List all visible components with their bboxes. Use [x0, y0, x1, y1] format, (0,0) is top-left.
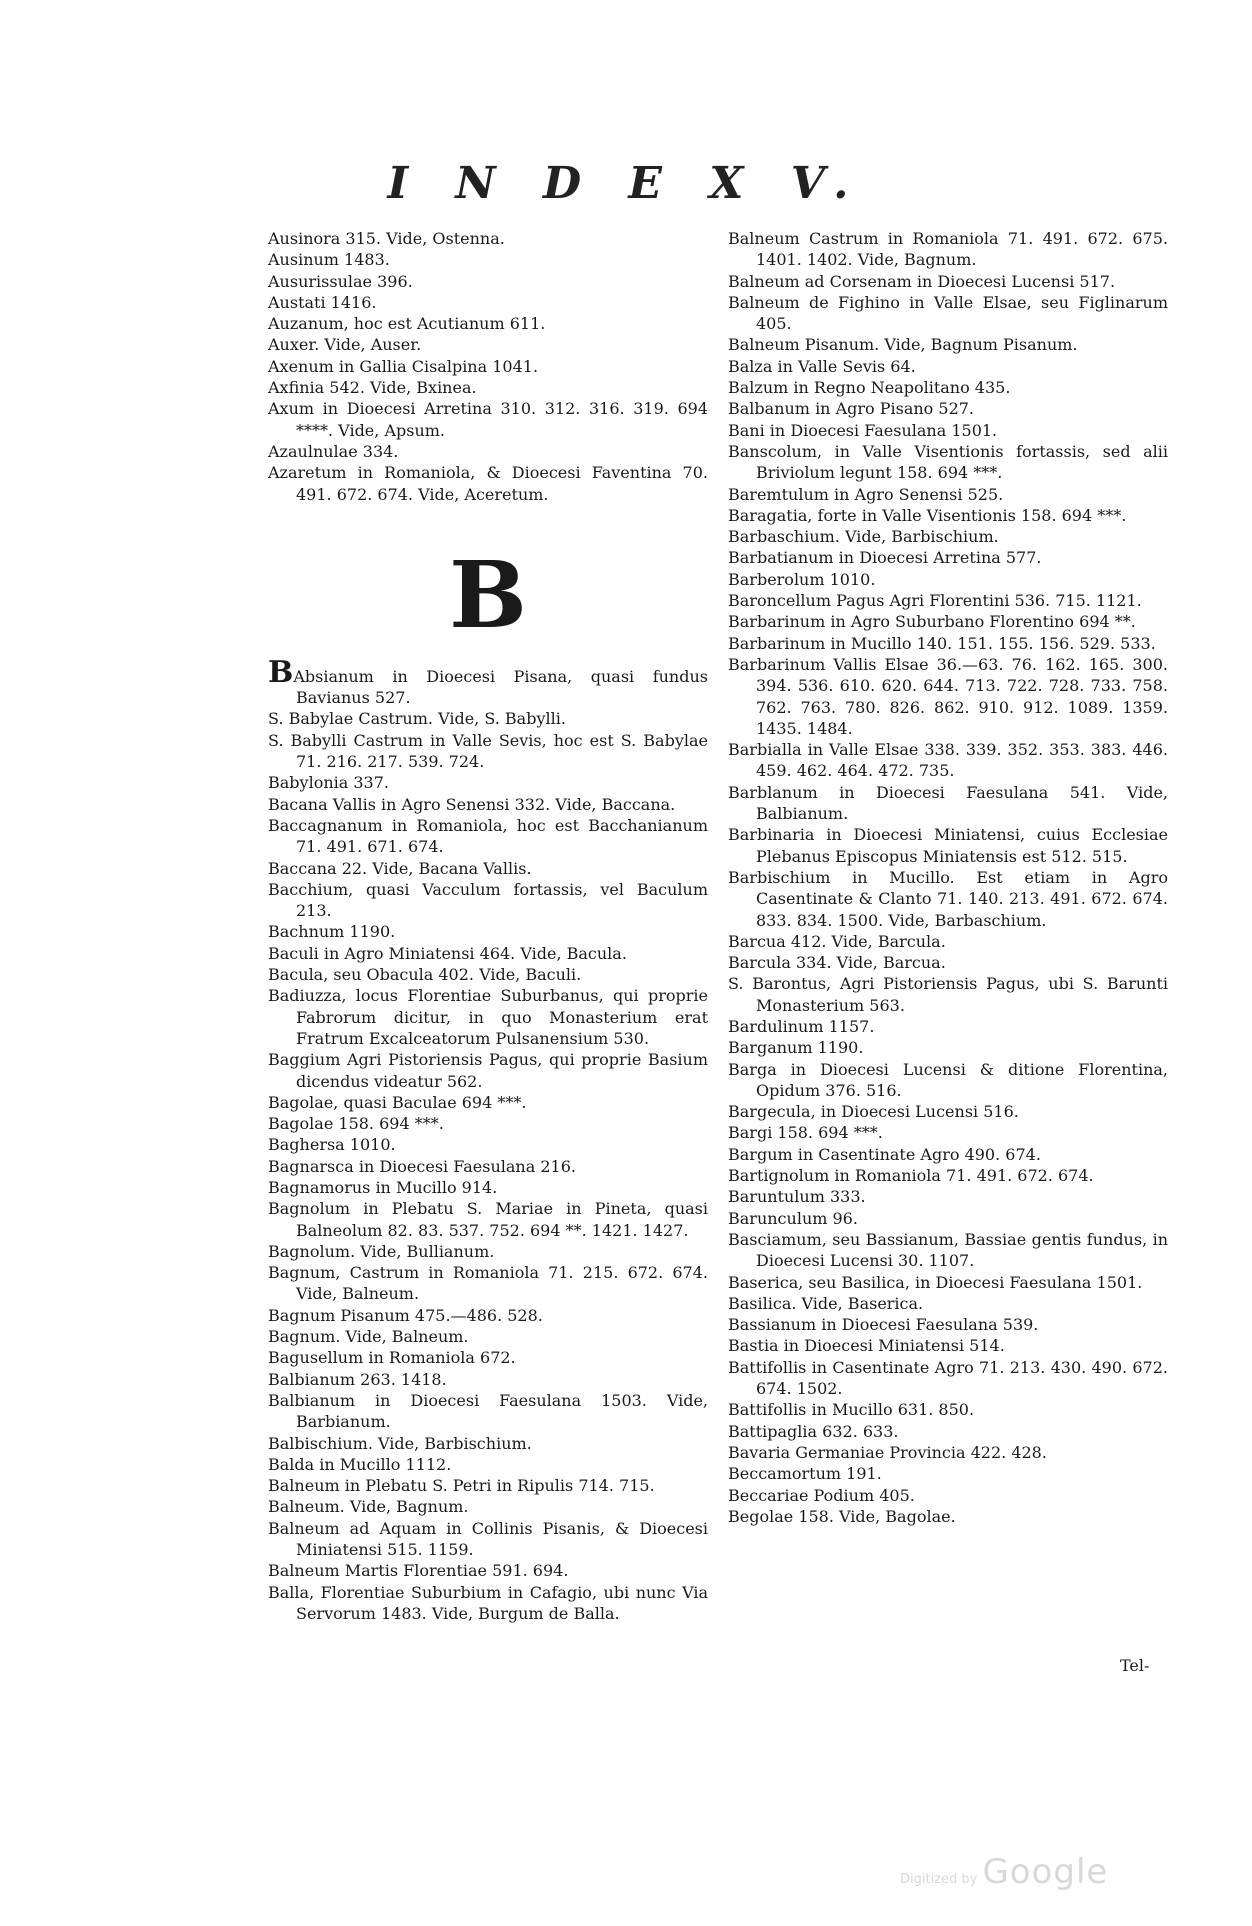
- index-entry: Balneum Pisanum. Vide, Bagnum Pisanum.: [728, 335, 1078, 355]
- index-entry: Barbarinum in Agro Suburbano Florentino 694 **.: [728, 612, 1136, 632]
- index-entry: Baruntulum 333.: [728, 1187, 866, 1207]
- index-entry: Barbarinum in Mucillo 140. 151. 155. 156. 529. 533.: [728, 633, 1156, 653]
- index-entry: Axfinia 542. Vide, Bxinea.: [268, 378, 477, 398]
- watermark-logo: Google: [982, 1852, 1109, 1892]
- index-entry: Balbischium. Vide, Barbischium.: [268, 1433, 532, 1453]
- index-entry: Balbianum 263. 1418.: [268, 1369, 447, 1389]
- index-entry: Begolae 158. Vide, Bagolae.: [728, 1506, 956, 1526]
- index-entry: Battipaglia 632. 633.: [728, 1421, 899, 1441]
- index-entry: Ausinum 1483.: [268, 250, 390, 270]
- index-entry: Beccariae Podium 405.: [728, 1485, 915, 1505]
- running-header: I N D E X V.: [387, 158, 865, 209]
- index-entry: Balza in Valle Sevis 64.: [728, 356, 916, 376]
- index-entry: Badiuzza, locus Florentiae Suburbanus, qui proprie Fabrorum dicitur, in quo Monasterium erat Fratrum Excalceatorum Pulsanensium 530.: [268, 986, 708, 1048]
- index-entry: Bagusellum in Romaniola 672.: [268, 1348, 516, 1368]
- index-entry: Balneum de Fighino in Valle Elsae, seu Figlinarum 405.: [728, 292, 1168, 334]
- index-entry: Barbischium in Mucillo. Est etiam in Agro Casentinate & Clanto 71. 140. 213. 491. 672. 674. 833. 834. 1500. Vide, Barbaschium.: [728, 867, 1168, 930]
- index-entry: Auxer. Vide, Auser.: [268, 335, 422, 355]
- index-entry: Balneum ad Aquam in Collinis Pisanis, & Dioecesi Miniatensi 515. 1159.: [268, 1518, 708, 1560]
- entries-b-list: [268, 708, 708, 1624]
- entries-right-list: [728, 228, 1168, 1527]
- index-entry: Baserica, seu Basilica, in Dioecesi Faesulana 1501.: [728, 1272, 1143, 1292]
- index-entry: Bacchium, quasi Vacculum fortassis, vel Baculum 213.: [268, 879, 708, 921]
- index-entry: Barcua 412. Vide, Barcula.: [728, 931, 946, 951]
- index-entry: Bassianum in Dioecesi Faesulana 539.: [728, 1315, 1039, 1335]
- index-entry: Beccamortum 191.: [728, 1464, 882, 1484]
- index-entry: Bargecula, in Dioecesi Lucensi 516.: [728, 1102, 1019, 1122]
- index-entry: Baculi in Agro Miniatensi 464. Vide, Bacula.: [268, 943, 627, 963]
- index-entry: S. Babylae Castrum. Vide, S. Babylli.: [268, 709, 566, 729]
- index-entry: Bastia in Dioecesi Miniatensi 514.: [728, 1336, 1005, 1356]
- index-entry: S. Barontus, Agri Pistoriensis Pagus, ubi S. Barunti Monasterium 563.: [728, 974, 1168, 1015]
- index-entry: Basciamum, seu Bassianum, Bassiae gentis fundus, in Dioecesi Lucensi 30. 1107.: [728, 1229, 1168, 1271]
- index-entry: Barbialla in Valle Elsae 338. 339. 352. 353. 383. 446. 459. 462. 464. 472. 735.: [728, 740, 1168, 781]
- index-entry: Barganum 1190.: [728, 1038, 864, 1058]
- index-entry: Balbanum in Agro Pisano 527.: [728, 399, 975, 419]
- index-entry: Balneum ad Corsenam in Dioecesi Lucensi 517.: [728, 271, 1116, 291]
- index-entry: Axum in Dioecesi Arretina 310. 312. 316. 319. 694 ****. Vide, Apsum.: [268, 399, 708, 440]
- index-column-right: [728, 228, 1168, 1527]
- index-entry: Bani in Dioecesi Faesulana 1501.: [728, 420, 998, 440]
- watermark-small: Digitized by: [900, 1872, 978, 1887]
- index-entry: Ausinora 315. Vide, Ostenna.: [268, 229, 505, 248]
- index-entry: Barbinaria in Dioecesi Miniatensi, cuius Ecclesiae Plebanus Episcopus Miniatensis est 512. 515.: [728, 825, 1168, 866]
- index-entry: Balda in Mucillo 1112.: [268, 1454, 452, 1474]
- index-entry: Babylonia 337.: [268, 773, 389, 793]
- drop-cap: B: [268, 654, 294, 690]
- entries-a-list: [268, 228, 708, 505]
- index-entry: Azaulnulae 334.: [268, 441, 399, 461]
- index-entry: Austati 1416.: [268, 292, 377, 312]
- index-entry: Balzum in Regno Neapolitano 435.: [728, 378, 1011, 398]
- index-entry: Bagnolum in Plebatu S. Mariae in Pineta, quasi Balneolum 82. 83. 537. 752. 694 **. 1421. 1427.: [268, 1199, 708, 1240]
- watermark: [900, 1852, 1108, 1892]
- index-entry: Balneum in Plebatu S. Petri in Ripulis 714. 715.: [268, 1476, 655, 1496]
- index-entry: Barbatianum in Dioecesi Arretina 577.: [728, 548, 1042, 568]
- index-entry: Bagnarsca in Dioecesi Faesulana 216.: [268, 1156, 576, 1176]
- index-entry: Balbianum in Dioecesi Faesulana 1503. Vide, Barbianum.: [268, 1390, 708, 1432]
- index-entry: Barcula 334. Vide, Barcua.: [728, 953, 946, 973]
- index-entry: Balla, Florentiae Suburbium in Cafagio, ubi nunc Via Servorum 1483. Vide, Burgum de Balla.: [268, 1582, 708, 1623]
- index-entry: Baccana 22. Vide, Bacana Vallis.: [268, 858, 532, 878]
- index-entry: [268, 654, 708, 709]
- index-entry: Battifollis in Casentinate Agro 71. 213. 430. 490. 672. 674. 1502.: [728, 1357, 1168, 1399]
- index-entry: Barga in Dioecesi Lucensi & ditione Florentina, Opidum 376. 516.: [728, 1059, 1168, 1100]
- index-column-left: [268, 228, 708, 1624]
- index-entry: Bagnamorus in Mucillo 914.: [268, 1177, 498, 1197]
- index-entry: Bacana Vallis in Agro Senensi 332. Vide, Baccana.: [268, 794, 676, 814]
- index-entry: Barberolum 1010.: [728, 569, 876, 589]
- index-entry: Baghersa 1010.: [268, 1135, 396, 1155]
- entry-text: Absianum in Dioecesi Pisana, quasi fundus Bavianus 527.: [293, 666, 708, 708]
- section-letter: B: [449, 540, 527, 649]
- index-entry: S. Babylli Castrum in Valle Sevis, hoc est S. Babylae 71. 216. 217. 539. 724.: [268, 730, 708, 772]
- index-entry: Banscolum, in Valle Visentionis fortassis, sed alii Briviolum legunt 158. 694 ***.: [728, 441, 1168, 483]
- index-entry: Barbaschium. Vide, Barbischium.: [728, 527, 999, 547]
- index-entry: Bardulinum 1157.: [728, 1016, 875, 1036]
- index-entry: Baccagnanum in Romaniola, hoc est Bacchanianum 71. 491. 671. 674.: [268, 815, 708, 857]
- index-entry: Barbarinum Vallis Elsae 36.—63. 76. 162. 165. 300. 394. 536. 610. 620. 644. 713. 722. 728. 733. 758. 762. 763. 780. 826. 862. 910. 912. 1089. 1359. 1435. 1484.: [728, 654, 1168, 738]
- index-entry: Bagnum. Vide, Balneum.: [268, 1327, 469, 1347]
- index-entry: Baremtulum in Agro Senensi 525.: [728, 484, 1004, 504]
- index-entry: Baggium Agri Pistoriensis Pagus, qui proprie Basium dicendus videatur 562.: [268, 1050, 708, 1091]
- index-entry: Bartignolum in Romaniola 71. 491. 672. 674.: [728, 1166, 1094, 1186]
- index-entry: Balneum. Vide, Bagnum.: [268, 1497, 469, 1517]
- index-entry: Balneum Castrum in Romaniola 71. 491. 672. 675. 1401. 1402. Vide, Bagnum.: [728, 229, 1168, 270]
- index-entry: Battifollis in Mucillo 631. 850.: [728, 1400, 975, 1420]
- index-entry: Basilica. Vide, Baserica.: [728, 1293, 924, 1313]
- index-entry: Barblanum in Dioecesi Faesulana 541. Vide, Balbianum.: [728, 782, 1168, 824]
- index-entry: Azaretum in Romaniola, & Dioecesi Faventina 70. 491. 672. 674. Vide, Aceretum.: [268, 463, 708, 504]
- index-entry: Bagnum, Castrum in Romaniola 71. 215. 672. 674. Vide, Balneum.: [268, 1263, 708, 1304]
- index-entry: Axenum in Gallia Cisalpina 1041.: [268, 356, 539, 376]
- index-entry: Ausurissulae 396.: [268, 271, 413, 291]
- index-entry: Bacula, seu Obacula 402. Vide, Baculi.: [268, 965, 582, 985]
- index-entry: Bavaria Germaniae Provincia 422. 428.: [728, 1442, 1047, 1462]
- index-entry: Bagolae 158. 694 ***.: [268, 1114, 444, 1134]
- index-entry: Balneum Martis Florentiae 591. 694.: [268, 1561, 569, 1581]
- index-entry: Bagnum Pisanum 475.—486. 528.: [268, 1305, 543, 1325]
- index-entry: Baroncellum Pagus Agri Florentini 536. 715. 1121.: [728, 591, 1142, 611]
- index-entry: Bagnolum. Vide, Bullianum.: [268, 1241, 495, 1261]
- index-entry: Bachnum 1190.: [268, 922, 396, 942]
- index-entry: Bargi 158. 694 ***.: [728, 1123, 883, 1143]
- index-entry: Bargum in Casentinate Agro 490. 674.: [728, 1144, 1041, 1164]
- index-entry: Auzanum, hoc est Acutianum 611.: [268, 314, 546, 334]
- index-entry: Baragatia, forte in Valle Visentionis 158. 694 ***.: [728, 505, 1127, 525]
- index-entry: Bagolae, quasi Baculae 694 ***.: [268, 1092, 527, 1112]
- catchword: Tel-: [1120, 1656, 1150, 1675]
- index-entry: Barunculum 96.: [728, 1208, 858, 1228]
